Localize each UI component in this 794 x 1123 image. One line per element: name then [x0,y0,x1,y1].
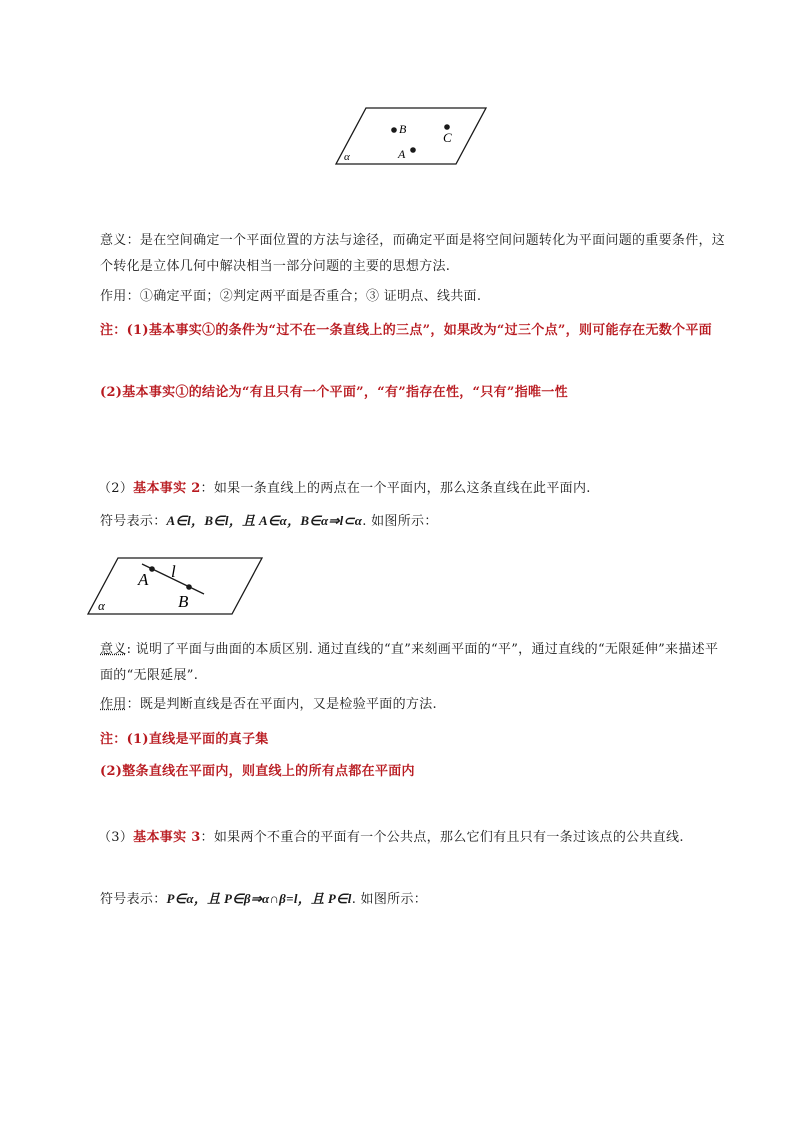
fact2-statement [98,476,726,502]
plane-three-points-figure [330,102,495,170]
meaning-text: 是在空间确定一个平面位置的方法与途径，而确定平面是将空间问题转化为平面问题的重要条件，这个转化是立体几何中解决相当一部分问题的主要的思想方法. [100,233,726,274]
fact3-symbols [100,886,728,913]
label-b: B [178,592,189,611]
use-label: 作用： [100,289,140,304]
label-c: C [443,130,452,145]
meaning-paragraph-2 [100,637,728,689]
label-alpha: α [344,151,350,163]
note-paragraph-3: 注：(1)直线是平面的真子集 [100,732,269,747]
use-text: ：既是判断直线是否在平面内，又是检验平面的方法. [126,697,437,712]
meaning-text: : 说明了平面与曲面的本质区别. 通过直线的“直”来刻画平面的“平”，通过直线的“无限延伸”来描述平面的“无限延展”. [100,642,719,683]
fact2-symbol-suffix: . 如图所示： [362,514,438,529]
fact2-symbol-label: 符号表示： [100,514,167,529]
meaning-label: 意义： [100,233,140,248]
fact3-text: ：如果两个不重合的平面有一个公共点，那么它们有且只有一条过该点的公共直线. [200,830,684,845]
label-b: B [399,122,407,136]
use-paragraph-1 [100,284,728,310]
meaning-label: 意义 [100,642,127,657]
fact3-prefix: （3） [98,830,134,845]
fact3-symbol-expr: P∈α，且 P∈β⇒α∩β=l，且 P∈l [166,891,352,906]
use-paragraph-2 [100,692,728,718]
point-b [186,584,192,590]
meaning-paragraph-1 [100,228,728,280]
note-paragraph-4: (2)整条直线在平面内，则直线上的所有点都在平面内 [100,764,415,779]
fact3-symbol-suffix: . 如图所示： [351,892,428,907]
point-c [444,124,450,130]
label-a: A [138,570,149,589]
plane-parallelogram [336,108,486,164]
label-a: A [398,147,406,161]
use-text: ①确定平面；②判定两平面是否重合；③ 证明点、线共面. [139,289,482,304]
use-label: 作用 [100,697,127,712]
fact2-symbol-expr: A∈l，B∈l，且 A∈α，B∈α⇒l⊂α [166,513,363,528]
point-b [391,127,397,133]
fact2-text: ：如果一条直线上的两点在一个平面内，那么这条直线在此平面内. [200,481,591,496]
fact3-statement [98,823,726,853]
fact3-title: 基本事实 3 [133,830,201,845]
point-a [149,566,155,572]
note-paragraph-1: 注：(1)基本事实①的条件为“过不在一条直线上的三点”，如果改为“过三个点”，则可能存在无数个平面 [100,323,712,338]
point-a [410,147,416,153]
fact3-symbol-label: 符号表示： [100,892,167,907]
label-l: l [171,562,176,581]
note-paragraph-2: (2)基本事实①的结论为“有且只有一个平面”，“有”指存在性，“只有”指唯一性 [100,385,568,400]
line-in-plane-figure [84,554,266,618]
fact2-title: 基本事实 2 [133,481,201,496]
fact2-prefix: （2） [98,481,134,496]
fact2-symbols [100,508,728,535]
label-alpha: α [98,598,105,613]
